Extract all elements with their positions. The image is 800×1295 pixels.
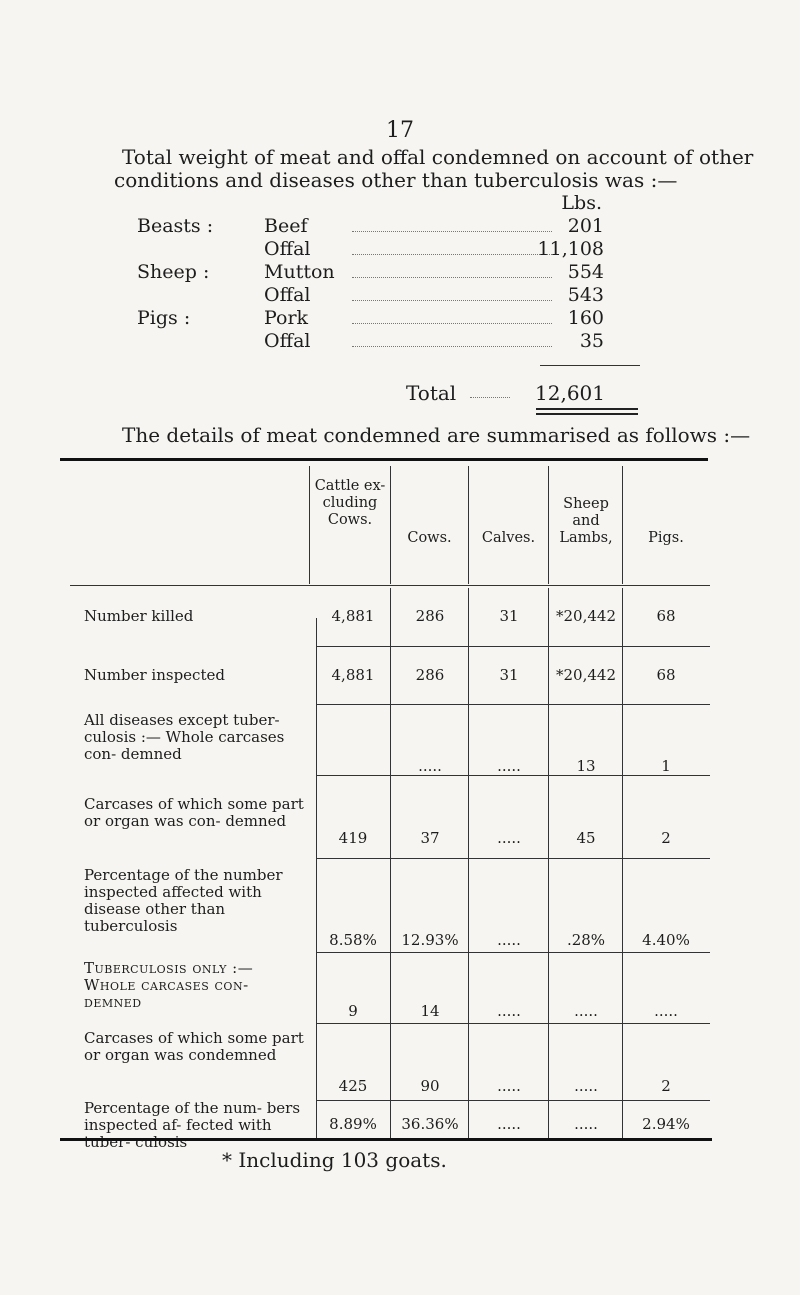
summary-heading: The details of meat condemned are summarised as follows :— [122,423,751,447]
weight-item: Mutton [264,261,335,283]
cell-value: .28% [566,931,606,949]
weight-animal: Sheep : [137,261,210,283]
cell-value: ..... [574,1002,598,1020]
cell-value: ..... [497,1115,521,1133]
col-divider [309,466,310,584]
intro-line-2: conditions and diseases other than tuberculosis was :— [114,168,678,192]
cell-value: 2 [661,829,671,847]
cell-value: 2.94% [642,1115,690,1133]
weight-item: Offal [264,330,311,352]
weight-value: 201 [567,215,604,237]
cell-value: 68 [656,607,676,625]
row-divider [316,1023,710,1024]
cell-value: ..... [418,757,442,775]
weight-animal: Pigs : [137,307,191,329]
cell-value: 4,881 [331,607,375,625]
col-divider [468,466,469,584]
row-label: Tuberculosis only :— Whole carcases con- demned [84,959,254,1011]
weight-item: Pork [264,307,309,329]
col-divider [622,466,623,584]
weight-value: 543 [567,284,604,306]
weight-value: 35 [579,330,604,352]
cell-value: 419 [338,829,368,847]
weight-value: 160 [567,307,604,329]
col-divider [468,588,469,1138]
col-divider [390,588,391,1138]
weight-value: 11,108 [537,238,604,260]
row-label: Percentage of the number inspected affected with disease other than tuberculosis [84,866,283,935]
cell-value: 425 [338,1077,368,1095]
col-divider [622,588,623,1138]
cell-value: 8.89% [329,1115,377,1133]
row-label: Number inspected [84,666,225,684]
cell-value: 31 [499,666,519,684]
weight-item: Offal [264,238,311,260]
cell-value: 36.36% [401,1115,459,1133]
cell-value: ..... [497,931,521,949]
cell-value: 8.58% [329,931,377,949]
page-number: 17 [386,118,414,143]
cell-value: 286 [415,666,445,684]
row-label: All diseases except tuber- culosis :— Whole carcases con- demned [84,711,285,763]
intro-line-1: Total weight of meat and offal condemned on account of other [122,145,754,169]
weight-item: Offal [264,284,311,306]
cell-value: 286 [415,607,445,625]
cell-value: 13 [576,757,596,775]
row-divider [316,704,710,705]
cell-value: 1 [661,757,671,775]
col-divider [316,618,317,1138]
cell-value: 68 [656,666,676,684]
col-divider [548,588,549,1138]
row-label: Carcases of which some part or organ was condemned [84,1029,304,1064]
table-bottom-rule [60,1138,712,1141]
row-label: Carcases of which some part or organ was con- demned [84,795,304,830]
total-value: 12,601 [535,381,605,405]
cell-value: *20,442 [556,607,616,625]
col-header-pigs: Pigs. [648,530,684,546]
row-divider [316,1100,710,1101]
weight-value: 554 [567,261,604,283]
cell-value: 12.93% [401,931,459,949]
cell-value: ..... [574,1077,598,1095]
cell-value: ..... [497,1077,521,1095]
cell-value: 14 [420,1002,440,1020]
cell-value: 4,881 [331,666,375,684]
cell-value: 45 [576,829,596,847]
cell-value: 9 [348,1002,358,1020]
cell-value: 31 [499,607,519,625]
row-divider [316,775,710,776]
col-header-cows: Cows. [407,530,452,546]
col-header-cattle: Cattle ex- cluding Cows. [314,478,386,528]
cell-value: ..... [497,829,521,847]
row-divider [316,646,710,647]
row-divider [316,952,710,953]
weight-animal: Beasts : [137,215,214,237]
row-label: Percentage of the num- bers inspected af- fected with tuber- culosis [84,1099,301,1151]
total-label: Total [406,381,457,405]
cell-value: ..... [574,1115,598,1133]
cell-value: *20,442 [556,666,616,684]
row-label: Number killed [84,607,194,625]
col-divider [390,466,391,584]
col-divider [548,466,549,584]
cell-value: ..... [654,1002,678,1020]
col-header-calves: Calves. [481,530,536,546]
row-divider [70,585,710,586]
cell-value: 2 [661,1077,671,1095]
weights-unit: Lbs. [561,192,602,214]
row-divider [316,858,710,859]
col-header-sheep: Sheep and Lambs, [559,496,613,546]
footnote: * Including 103 goats. [222,1148,447,1172]
cell-value: 4.40% [642,931,690,949]
cell-value: ..... [497,1002,521,1020]
cell-value: 90 [420,1077,440,1095]
cell-value: 37 [420,829,440,847]
weight-item: Beef [264,215,308,237]
cell-value: ..... [497,757,521,775]
